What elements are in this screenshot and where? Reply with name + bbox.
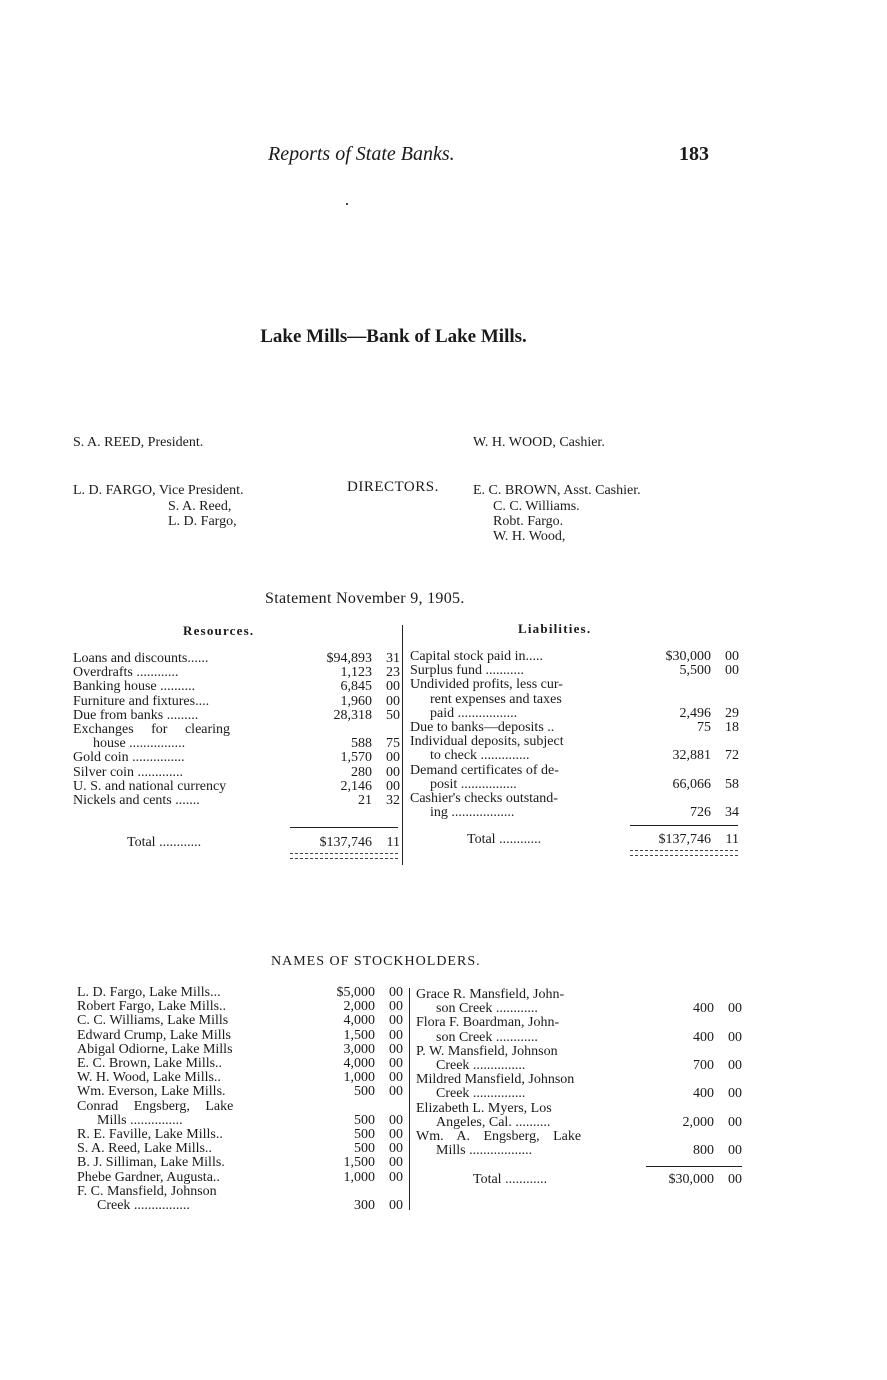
stockholder-row: R. E. Faville, Lake Mills.. 500 00 [77, 1127, 403, 1143]
resources-row: Gold coin ............... 1,570 00 [73, 750, 400, 766]
director: L. D. Fargo, [168, 514, 237, 529]
stockholder-row: S. A. Reed, Lake Mills.. 500 00 [77, 1141, 403, 1157]
resources-row: Silver coin ............. 280 00 [73, 764, 400, 780]
stockholders-heading: NAMES OF STOCKHOLDERS. [271, 954, 481, 969]
liabilities-row: ing .................. 726 34 [430, 805, 739, 821]
stockholder-row: Creek ............... 700 00 [436, 1058, 742, 1074]
stockholders-total-row: Total ............ $30,000 00 [473, 1172, 742, 1187]
resources-total-row: Total ............ $137,746 11 [127, 835, 400, 850]
liabilities-total-row: Total ............ $137,746 11 [467, 832, 739, 847]
stockholder-row: Mills ............... 500 00 [97, 1112, 403, 1128]
officer-asst-cashier: E. C. BROWN, Asst. Cashier. [473, 483, 641, 498]
officer-president: S. A. REED, President. [73, 435, 204, 450]
liabilities-total-rule [630, 825, 738, 826]
liabilities-row: Due to banks—deposits .. 75 18 [410, 720, 739, 736]
stockholder-row: Elizabeth L. Myers, Los [416, 1101, 552, 1116]
stockholder-row: Abigal Odiorne, Lake Mills 3,000 00 [77, 1041, 403, 1057]
resources-row: Overdrafts ............ 1,123 23 [73, 665, 400, 681]
liabilities-row: Capital stock paid in..... $30,000 00 [410, 649, 739, 664]
bank-title: Lake Mills—Bank of Lake Mills. [260, 326, 527, 347]
stockholder-row: F. C. Mansfield, Johnson [77, 1184, 217, 1199]
resources-row: Nickels and cents ....... 21 32 [73, 793, 400, 809]
resources-row: Exchanges for clearing [73, 723, 231, 738]
director: S. A. Reed, [168, 499, 232, 514]
stockholder-row: C. C. Williams, Lake Mills 4,000 00 [77, 1013, 403, 1029]
liabilities-table [410, 650, 739, 820]
directors-left [168, 499, 237, 529]
liabilities-row: Individual deposits, subject [410, 735, 564, 750]
liabilities-row: Surplus fund ........... 5,500 00 [410, 663, 739, 679]
stockholder-row: Angeles, Cal. .......... 2,000 00 [436, 1114, 742, 1130]
stockholder-row: W. H. Wood, Lake Mills.. 1,000 00 [77, 1070, 403, 1086]
stockholders-divider [409, 988, 410, 1210]
directors-heading: DIRECTORS. [347, 479, 439, 495]
stockholder-row: Flora F. Boardman, John- [416, 1016, 560, 1031]
officer-vice-president: L. D. FARGO, Vice President. [73, 483, 244, 498]
stockholders-right-list [416, 988, 742, 1158]
stockholder-row: son Creek ............ 400 00 [436, 1001, 742, 1017]
resources-total-rule [290, 827, 398, 828]
liabilities-heading: Liabilities. [518, 621, 592, 636]
liabilities-row: posit ................ 66,066 58 [430, 776, 739, 792]
liabilities-row: Cashier's checks outstand- [410, 792, 558, 807]
stockholder-row: P. W. Mansfield, Johnson [416, 1044, 558, 1059]
stockholders-total-rule [646, 1166, 742, 1167]
page-number: 183 [679, 143, 709, 165]
liabilities-total-double-rule [630, 850, 738, 856]
statement-title: Statement November 9, 1905. [265, 590, 465, 607]
stockholders-left-list [77, 986, 403, 1213]
stockholder-row: Edward Crump, Lake Mills 1,500 00 [77, 1027, 403, 1043]
stockholder-row: Grace R. Mansfield, John- [416, 988, 565, 1002]
resources-row: U. S. and national currency 2,146 00 [73, 778, 400, 794]
liabilities-row: Demand certificates of de- [410, 763, 559, 778]
resources-row: house ................ 588 75 [93, 736, 400, 752]
liabilities-row: rent expenses and taxes [430, 692, 562, 707]
stockholder-row: Wm. Everson, Lake Mills. 500 00 [77, 1084, 403, 1100]
stockholder-row: Mildred Mansfield, Johnson [416, 1073, 575, 1088]
resources-row: Loans and discounts...... $94,893 31 [73, 651, 400, 666]
stockholder-row: B. J. Silliman, Lake Mills. 1,500 00 [77, 1155, 403, 1171]
director: C. C. Williams. [493, 499, 580, 514]
director: Robt. Fargo. [493, 514, 564, 529]
running-title: Reports of State Banks. [268, 143, 455, 165]
liabilities-row: paid ................. 2,496 29 [430, 705, 739, 721]
stockholder-row: Robert Fargo, Lake Mills.. 2,000 00 [77, 999, 403, 1015]
director: W. H. Wood, [493, 529, 566, 544]
resources-row: Furniture and fixtures.... 1,960 00 [73, 693, 400, 709]
resources-heading: Resources. [183, 623, 255, 638]
stockholder-row: Creek ............... 400 00 [436, 1086, 742, 1102]
resources-table [73, 652, 400, 808]
resources-row: Due from banks ......... 28,318 50 [73, 707, 400, 723]
resources-total-double-rule [290, 853, 398, 859]
statement-divider [402, 625, 403, 865]
stockholder-row: Conrad Engsberg, Lake [77, 1099, 234, 1114]
ink-speck [346, 203, 348, 205]
stockholder-row: Wm. A. Engsberg, Lake [416, 1130, 582, 1145]
stockholder-row: Mills .................. 800 00 [436, 1143, 742, 1159]
directors-right [493, 499, 580, 544]
stockholder-row: son Creek ............ 400 00 [436, 1029, 742, 1045]
stockholder-row: L. D. Fargo, Lake Mills... $5,000 00 [77, 985, 403, 1000]
liabilities-row: Undivided profits, less cur- [410, 678, 563, 693]
liabilities-row: to check .............. 32,881 72 [430, 748, 739, 764]
resources-row: Banking house .......... 6,845 00 [73, 679, 400, 695]
stockholder-row: E. C. Brown, Lake Mills.. 4,000 00 [77, 1056, 403, 1072]
stockholder-row: Creek ................ 300 00 [97, 1198, 403, 1214]
officer-cashier: W. H. WOOD, Cashier. [473, 435, 605, 450]
stockholder-row: Phebe Gardner, Augusta.. 1,000 00 [77, 1169, 403, 1185]
